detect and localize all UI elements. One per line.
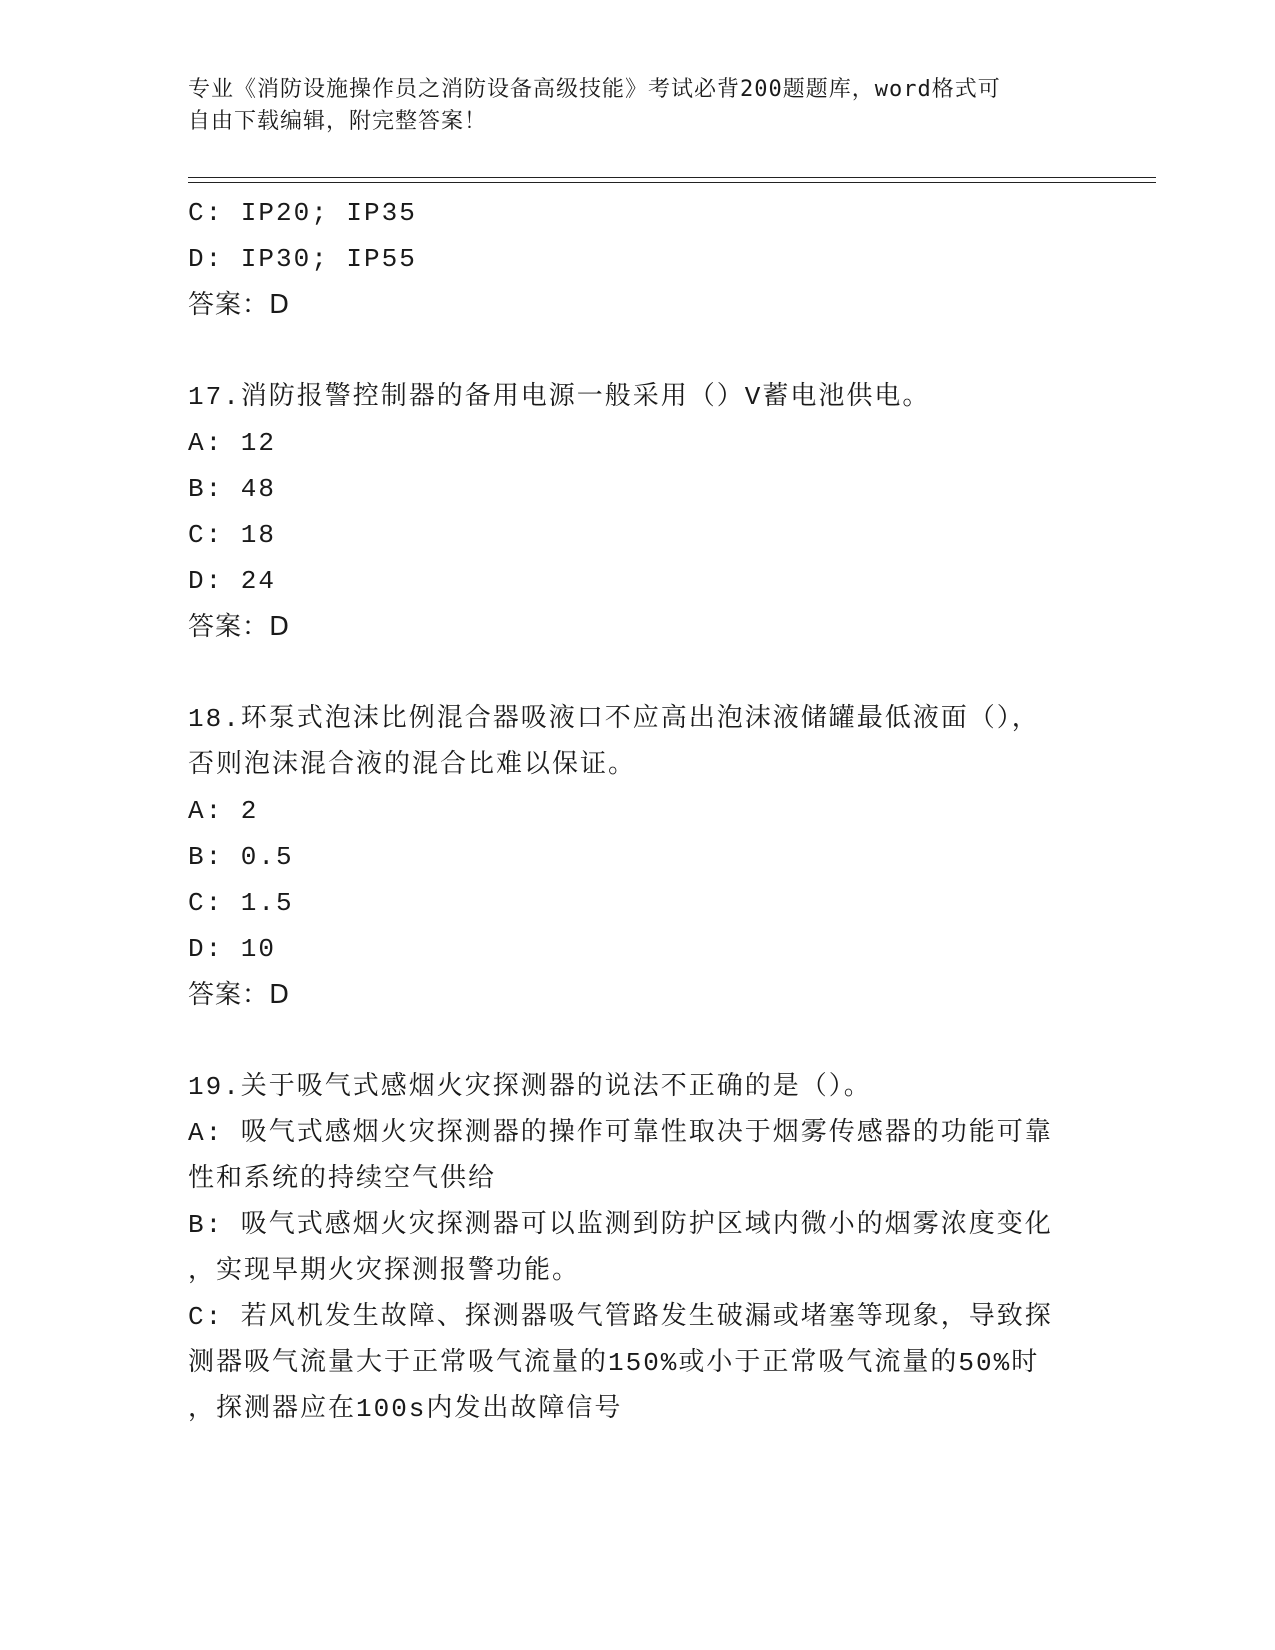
q17-option-b: B: 48 — [188, 474, 277, 504]
q17-answer: 答案：D — [188, 612, 291, 642]
header-divider-top — [188, 177, 1156, 178]
q19-option-a-line-1: A: 吸气式感烟火灾探测器的操作可靠性取决于烟雾传感器的功能可靠 — [188, 1118, 1053, 1148]
spacer — [188, 650, 1088, 696]
question-17 — [188, 374, 1088, 650]
q19-stem: 19.关于吸气式感烟火灾探测器的说法不正确的是（）。 — [188, 1072, 872, 1102]
q19-option-c-line-1: C: 若风机发生故障、探测器吸气管路发生破漏或堵塞等现象，导致探 — [188, 1302, 1053, 1332]
header-divider-bottom — [188, 182, 1156, 183]
q18-option-c: C: 1.5 — [188, 888, 294, 918]
q18-option-b: B: 0.5 — [188, 842, 294, 872]
spacer — [188, 328, 1088, 374]
q18-stem-line-1: 18.环泵式泡沫比例混合器吸液口不应高出泡沫液储罐最低液面（）， — [188, 704, 1040, 734]
q17-option-d: D: 24 — [188, 566, 277, 596]
spacer — [188, 1018, 1088, 1064]
q17-option-c: C: 18 — [188, 520, 277, 550]
q19-option-b-line-1: B: 吸气式感烟火灾探测器可以监测到防护区域内微小的烟雾浓度变化 — [188, 1210, 1053, 1240]
q17-stem: 17.消防报警控制器的备用电源一般采用（）V蓄电池供电。 — [188, 382, 931, 412]
question-18 — [188, 696, 1088, 1018]
q18-option-a: A: 2 — [188, 796, 259, 826]
q16-answer: 答案：D — [188, 290, 291, 320]
question-19 — [188, 1064, 1088, 1432]
document-header — [188, 74, 1078, 138]
q16-option-c: C: IP20; IP35 — [188, 198, 417, 228]
header-line-1: 专业《消防设施操作员之消防设备高级技能》考试必背200题题库，word格式可 — [188, 77, 1001, 102]
q18-answer: 答案：D — [188, 980, 291, 1010]
q19-option-c-line-3: ，探测器应在100s内发出故障信号 — [188, 1394, 623, 1424]
q18-option-d: D: 10 — [188, 934, 277, 964]
q18-stem-line-2: 否则泡沫混合液的混合比难以保证。 — [188, 750, 637, 780]
q19-option-c-line-2: 测器吸气流量大于正常吸气流量的150%或小于正常吸气流量的50%时 — [188, 1348, 1040, 1378]
question-content — [188, 190, 1088, 1432]
header-line-2: 自由下载编辑，附完整答案！ — [188, 109, 488, 134]
q17-option-a: A: 12 — [188, 428, 277, 458]
q19-option-a-line-2: 性和系统的持续空气供给 — [188, 1164, 497, 1194]
question-16-tail — [188, 190, 1088, 328]
q19-option-b-line-2: ，实现早期火灾探测报警功能。 — [188, 1256, 581, 1286]
q16-option-d: D: IP30; IP55 — [188, 244, 417, 274]
